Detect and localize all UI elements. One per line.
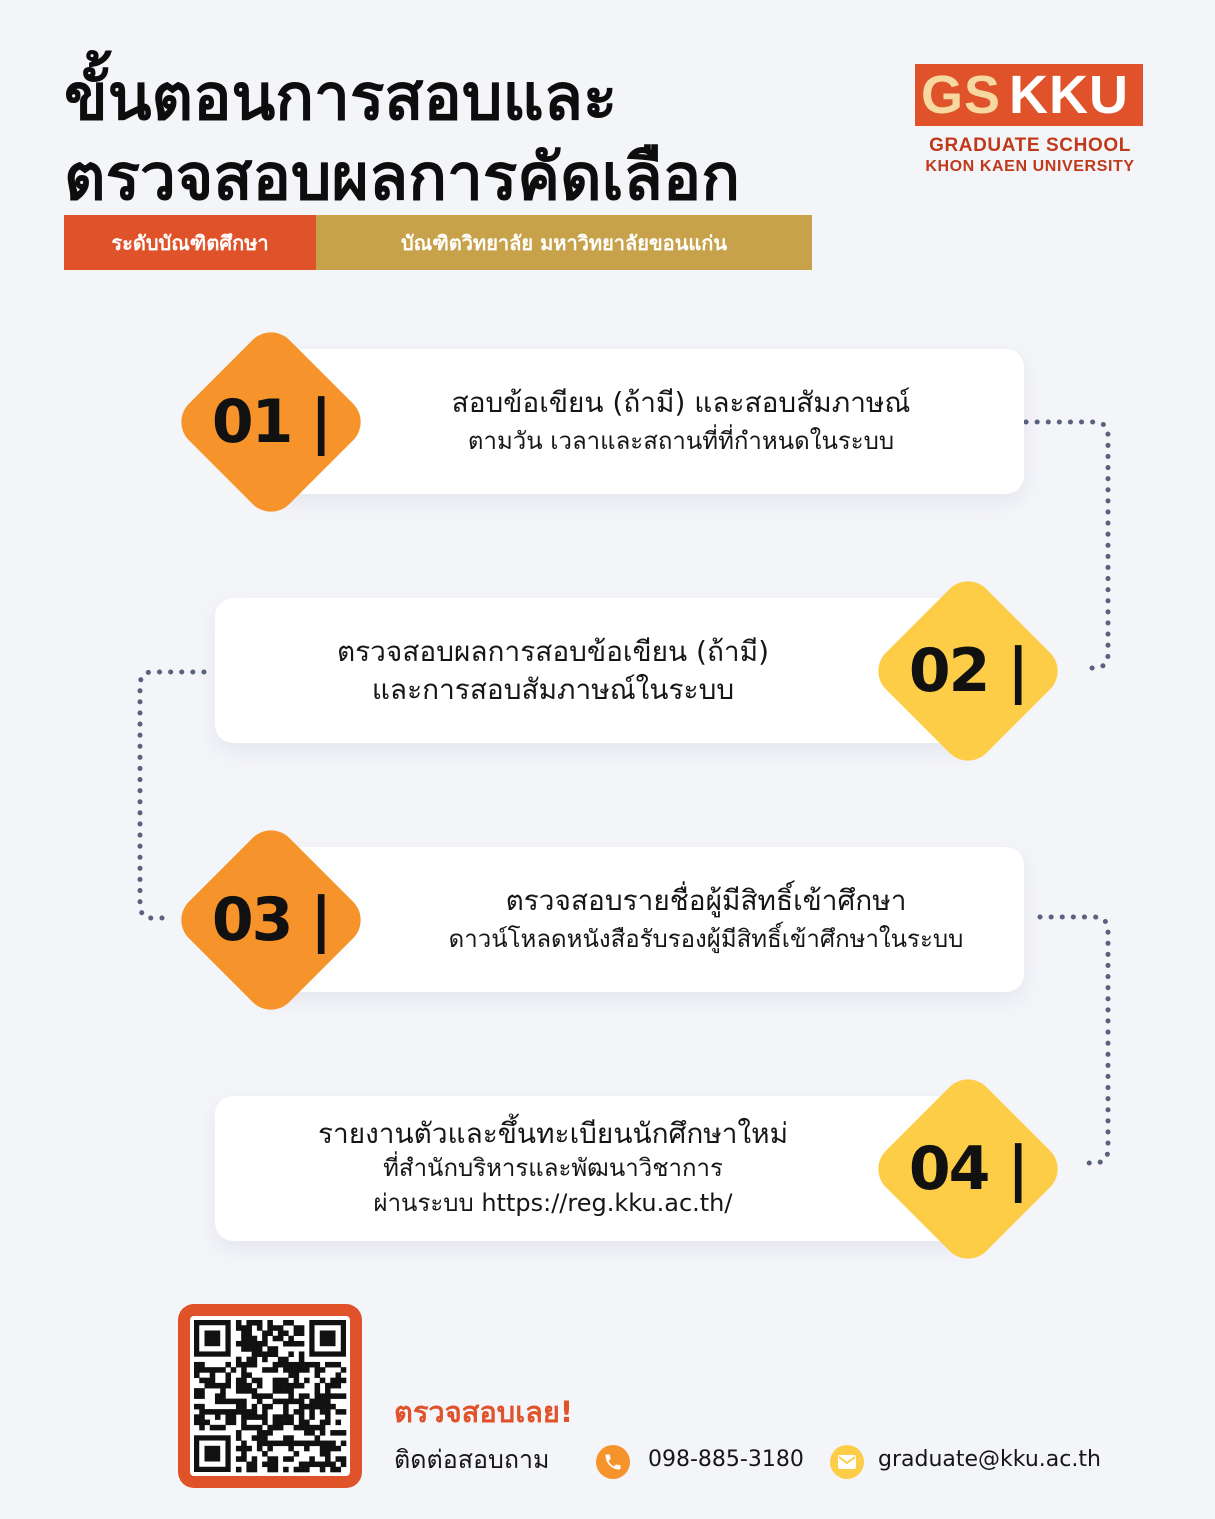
step-2-title: ตรวจสอบผลการสอบข้อเขียน (ถ้ามี) — [336, 634, 770, 668]
logo-mark-kku: KKU — [1001, 64, 1137, 126]
step-3-card — [258, 847, 1024, 992]
step-2-marker — [868, 571, 1068, 771]
step-3-detail: ดาวน์โหลดหนังสือรับรองผู้มีสิทธิ์เข้าศึกษาในระบบ — [448, 924, 964, 953]
step-3-marker — [171, 820, 371, 1020]
mail-icon — [830, 1445, 864, 1479]
step-4-card — [215, 1096, 981, 1241]
email-address[interactable]: graduate@kku.ac.th — [878, 1447, 1101, 1472]
step-1-number: 01 | — [211, 387, 331, 457]
step-4-number: 04 | — [908, 1134, 1028, 1204]
step-2-detail: และการสอบสัมภาษณ์ในระบบ — [371, 672, 735, 706]
logo-mark — [915, 64, 1143, 126]
step-4-url: ผ่านระบบ https://reg.kku.ac.th/ — [373, 1189, 733, 1217]
qr-code-frame — [178, 1304, 362, 1488]
qr-code[interactable] — [190, 1316, 350, 1476]
logo-line-2: KHON KAEN UNIVERSITY — [925, 158, 1135, 175]
qr-code-image — [190, 1316, 350, 1476]
step-2-number: 02 | — [908, 636, 1028, 706]
step-3-number: 03 | — [211, 885, 331, 955]
logo-mark-gs: GS — [920, 65, 1002, 125]
step-1-marker — [171, 322, 371, 522]
step-1-card — [258, 349, 1024, 494]
title-line-2: ตรวจสอบผลการคัดเลือก — [64, 141, 740, 215]
check-now-label: ตรวจสอบเลย! — [394, 1395, 574, 1429]
step-4-marker — [868, 1069, 1068, 1269]
step-2-card — [215, 598, 981, 743]
step-1-detail: ตามวัน เวลาและสถานที่ที่กำหนดในระบบ — [467, 426, 895, 455]
badge-organization: บัณฑิตวิทยาลัย มหาวิทยาลัยขอนแก่น — [316, 215, 812, 270]
phone-number[interactable]: 098-885-3180 — [648, 1447, 804, 1472]
title-line-1: ขั้นตอนการสอบและ — [64, 61, 618, 135]
page-title — [64, 58, 740, 218]
gskku-logo — [915, 64, 1145, 176]
badge-level: ระดับบัณฑิตศึกษา — [64, 215, 316, 270]
logo-line-1: GRADUATE SCHOOL — [929, 135, 1131, 156]
subtitle-badges — [64, 215, 812, 270]
step-3-title: ตรวจสอบรายชื่อผู้มีสิทธิ์เข้าศึกษา — [505, 883, 907, 917]
step-4-title: รายงานตัวและขึ้นทะเบียนนักศึกษาใหม่ — [317, 1117, 789, 1150]
phone-icon — [596, 1445, 630, 1479]
step-4-detail: ที่สำนักบริหารและพัฒนาวิชาการ — [383, 1154, 723, 1182]
step-1-title: สอบข้อเขียน (ถ้ามี) และสอบสัมภาษณ์ — [451, 385, 911, 419]
contact-label: ติดต่อสอบถาม — [394, 1445, 550, 1474]
